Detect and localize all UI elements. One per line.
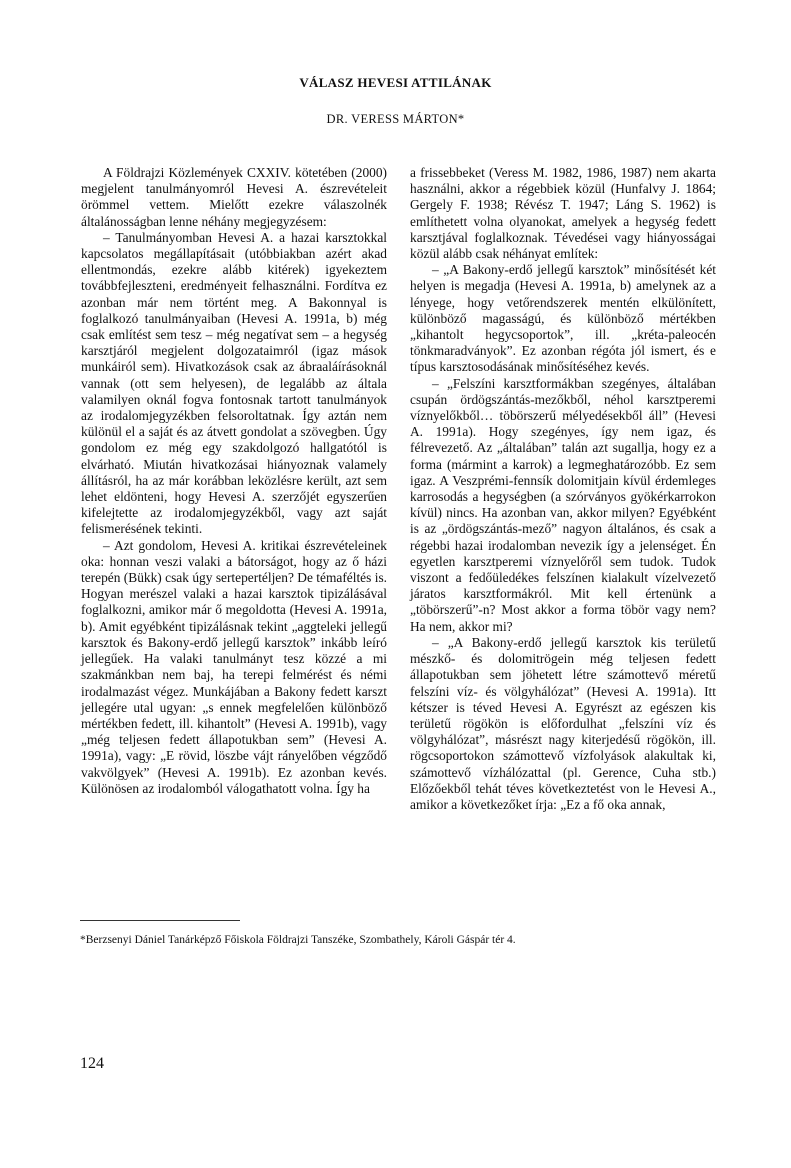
paragraph: – „Felszíni karsztformákban szegényes, általában csupán ördögszántás-mezőkből, néhol karsztperemi víznyelőkből… töbörszerű mélyedésekből áll” (Hevesi A. 1991a). Hogy szegényes, így nem igaz, és félrevezető. Az „általában” talán azt sugallja, hogy ez a forma (mármint a karrok) a legmeghatározóbb. Ez sem igaz. A Veszprémi-fennsík dolomitjain kívül érdemleges karrosodás a hegységben (a szórványos gyökérkarrokon kívül) nincs. Ha azonban van, akkor milyen? Egyébként is az „ördögszántás-mező” nagyon általános, és csak a régebbi hazai irodalomban nevezik így a jelenséget. Én egyetlen karsztperemi víznyelőről sem tudok. Tudok viszont a fedőüledékes felszínen kialakult vízelvezető járatos karsztformákról. Mit kell értenünk a „töbörszerű”-n? Most akkor a forma töbör vagy nem? Ha nem, akkor mi? [410, 375, 716, 634]
paragraph: – „A Bakony-erdő jellegű karsztok kis területű mészkő- és dolomitrögein még teljesen fedett állapotukban sem jöhetett létre számottevő méretű felszíni víz- és völgyhálózat” (Hevesi A. 1991a). Itt kétszer is téved Hevesi A. Egyrészt az egészen kis területű rögökön is előfordulhat „felszíni víz és völgyhálózat”, másrészt nagy kiterjedésű rögökön, ill. rögcsoportokon számottevő vízfolyások alakultak ki, számottevő vízhálózattal (pl. Gerence, Cuha stb.) Előzőekből tehát téves következtetést von le Hevesi A., amikor a következőket írja: „Ez a fő oka annak, [410, 634, 716, 812]
paragraph: – „A Bakony-erdő jellegű karsztok” minősítését két helyen is megadja (Hevesi A. 1991a, b) amelynek az a lényege, hogy vetőrendszerek mentén elkülönített, különböző magasságú, és különböző mértékben „kihantolt hegycsoportok”, ill. „kréta-paleocén tönkmaradványok”. Ez azonban régóta jól ismert, és e típus karsztosodásának minősítéséhez kevés. [410, 262, 716, 375]
footnote-divider [80, 920, 240, 921]
left-column [81, 165, 387, 797]
paragraph: a frissebbeket (Veress M. 1982, 1986, 1987) nem akarta használni, akkor a régebbiek közül (Hunfalvy J. 1864; Gergely F. 1938; Révész T. 1947; Láng S. 1962) is említhetett volna olyanokat, amelyek a hegység fedett karsztjával foglalkoznak. Tévedései vagy hiányosságai közül alább csak néhányat említek: [410, 165, 716, 262]
paragraph: – Azt gondolom, Hevesi A. kritikai észrevételeinek oka: honnan veszi valaki a bátorságot, hogy az ő házi terepén (Bükk) csak úgy sertepertéljen? De témaféltés is. Hogyan merészel valaki a hazai karsztok tipizálásával foglalkozni, amikor már ő megoldotta (Hevesi A. 1991a, b). Amit egyébként tipizálásnak tekint „aggteleki jellegű karsztok és Bakony-erdő jellegű karsztok” inkább leíró jellegűek. Ha valaki tanulmányt tesz közzé a mi szakmánkban nem baj, ha terepi felmérést és némi irodalmazást végez. Munkájában a Bakony fedett karszt jellegére utal ugyan: „s ennek megfelelően különböző mértékben fedett, ill. kihantolt” (Hevesi A. 1991b), vagy „még teljesen fedett állapotukban sem” (Hevesi A. 1991a), vagy: „E rövid, löszbe vájt rányelőben végződő vakvölgyek” (Hevesi A. 1991b). Ez azonban kevés. Különösen az irodalomból válogathatott volna. Így ha [81, 537, 387, 796]
paragraph: – Tanulmányomban Hevesi A. a hazai karsztokkal kapcsolatos megállapításait (utóbbiakban azért akad ellentmondás, ezekre alább kitérek) igyekeztem továbbfejleszteni, eredményeit felhasználni. Fordítva ez azonban már nem történt meg. A Bakonnyal is foglalkozó tanulmányaiban (Hevesi A. 1991a, b) még csak említést sem tesz – még negatívat sem – a hegység karsztjáról megjelent dolgozataimról (igaz mások munkáiról sem). Hivatkozások csak az ábraaláírásoknál vannak (ott sem helyesen), de legalább az általa valamilyen oknál fogva fontosnak tartott tanulmányok az irodalomjegyzékben felsoroltatnak. Így aztán nem különül el a saját és az átvett gondolat a szövegben. Úgy gondolom ez még egy szakdolgozó hallgatótól is elvárható. Miután hivatkozásai hiányoznak valamely állításról, ha az már korábban leközlésre került, azt sem lehet eldönteni, hogy Hevesi A. szerzőjét egyszerűen kifelejtette az irodalomjegyzékből, vagy azt saját felismerésének tekinti. [81, 229, 387, 537]
right-column [410, 165, 716, 813]
article-author: DR. VERESS MÁRTON* [326, 112, 465, 126]
page-number: 124 [80, 1055, 104, 1072]
paragraph: A Földrajzi Közlemények CXXIV. kötetében (2000) megjelent tanulmányomról Hevesi A. észrevételeit örömmel vettem. Mielőtt ezekre válaszolnék általánosságban lenne néhány megjegyzésem: [81, 165, 387, 229]
article-title: VÁLASZ HEVESI ATTILÁNAK [299, 75, 492, 90]
footnote: *Berzsenyi Dániel Tanárképző Főiskola Földrajzi Tanszéke, Szombathely, Károli Gáspár tér 4. [80, 934, 516, 946]
